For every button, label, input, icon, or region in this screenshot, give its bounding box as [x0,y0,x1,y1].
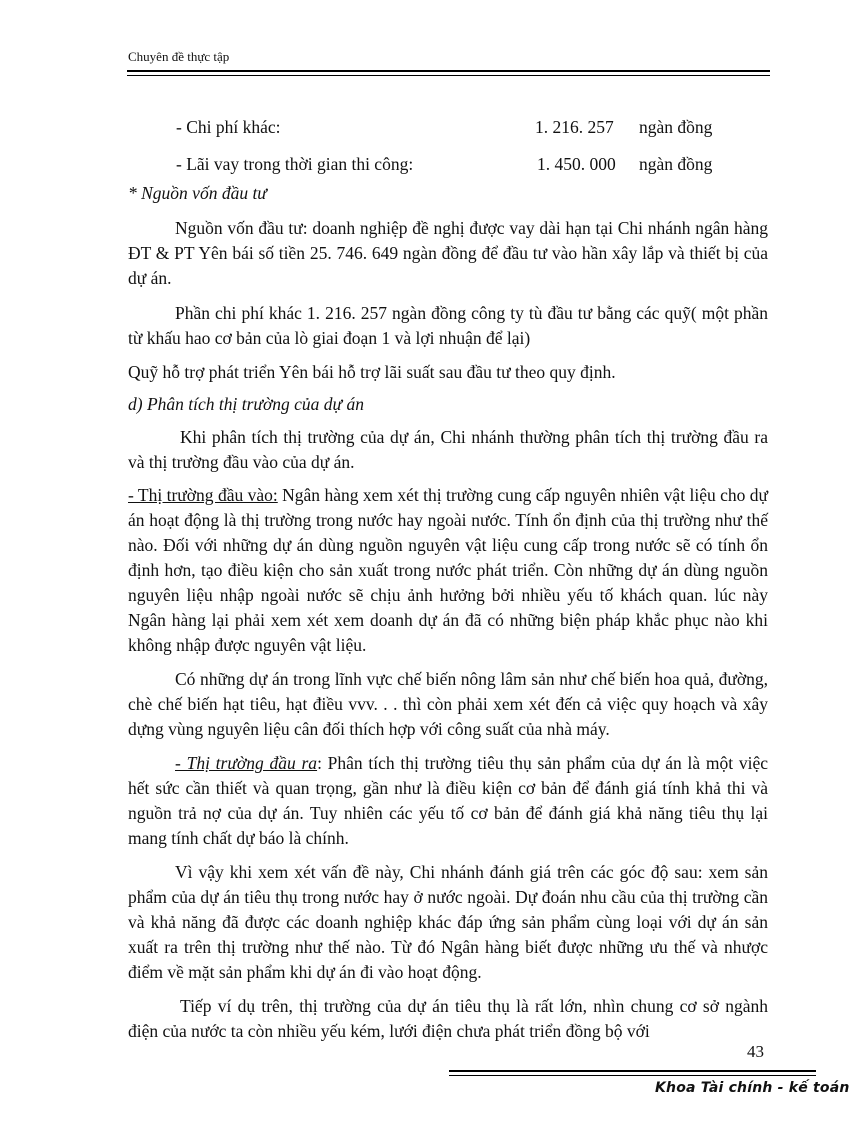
input-market-paragraph [128,483,768,658]
funding-paragraph-3: Quỹ hỗ trợ phát triển Yên bái hỗ trợ lãi suất sau đầu tư theo quy định. [128,362,616,382]
market-heading: d) Phân tích thị trường của dự án [128,394,364,414]
market-intro-paragraph: Khi phân tích thị trường của dự án, Chi nhánh thường phân tích thị trường đầu ra và thị trường đầu vào của dự án. [128,427,768,472]
funding-paragraph-1: Nguồn vốn đầu tư: doanh nghiệp đề nghị được vay dài hạn tại Chi nhánh ngân hàng ĐT & PT Yên bái số tiền 25. 746. 649 ngàn đồng để đầu tư vào hần xây lắp và thiết bị của dự án. [128,218,768,288]
funding-paragraph-2: Phần chi phí khác 1. 216. 257 ngàn đồng công ty tù đầu tư bằng các quỹ( một phần từ khấu hao cơ bản của lò giai đoạn 1 và lợi nhuận để lại) [128,303,768,348]
output-market-paragraph-2: Vì vậy khi xem xét vấn đề này, Chi nhánh đánh giá trên các góc độ sau: xem sản phẩm của dự án tiêu thụ trong nước hay ở nước ngoài. Dự đoán nhu cầu của thị trường cần và khả năng đã được các doanh nghiệp khác đáp ứng sản phẩm cùng loại với dự án sản xuất ra trên thị trường như thế nào. Từ đó Ngân hàng biết được những ưu thế và nhược điểm về mặt sản phẩm khi dự án đi vào hoạt động. [128,862,768,982]
input-market-label: - Thị trường đầu vào: [128,485,278,505]
header-rule [127,70,770,72]
funding-heading: * Nguồn vốn đầu tư [128,183,267,203]
footer-department: Khoa Tài chính - kế toán [655,1080,850,1096]
cost-unit: ngàn đồng [639,117,713,137]
output-market-text: : Phân tích thị trường tiêu thụ sản phẩm của dự án là một việc hết sức cần thiết và quan trọng, gần như là điều kiện cơ bản để đánh giá tính khả thi và nguồn trả nợ của dự án. Tuy nhiên các yếu tố cơ bản để đánh giá khả năng tiêu thụ lại mang tính chất dự báo là chính. [128,753,768,848]
cost-amount: 1. 216. 257 [535,117,614,137]
running-header: Chuyên đề thực tập [128,49,230,64]
page-number: 43 [747,1042,764,1061]
output-market-paragraph [128,751,768,851]
output-market-paragraph-3: Tiếp ví dụ trên, thị trường của dự án tiêu thụ là rất lớn, nhìn chung cơ sở ngành điện của nước ta còn nhiều yếu kém, lưới điện chưa phát triển đồng bộ với [128,996,768,1041]
cost-unit: ngàn đồng [639,154,713,174]
cost-amount: 1. 450. 000 [537,154,616,174]
input-market-paragraph-2: Có những dự án trong lĩnh vực chế biến nông lâm sản như chế biến hoa quả, đường, chè chế biến hạt tiêu, hạt điều vvv. . . thì còn phải xem xét đến cả việc quy hoạch và xây dựng vùng nguyên liệu cân đối thích hợp với công suất của nhà máy. [128,669,768,739]
page-body [128,112,768,1044]
footer-rule-thin [449,1075,816,1076]
cost-row-interest [128,149,768,186]
header-rule-thin [127,75,770,76]
cost-label: - Lãi vay trong thời gian thi công: [176,154,414,174]
cost-label: - Chi phí khác: [176,117,281,137]
input-market-text: Ngân hàng xem xét thị trường cung cấp nguyên nhiên vật liệu cho dự án hoạt động là thị trường trong nước hay ngoài nước. Tính ổn định của thị trường như thế nào. Đối với những dự án dùng nguồn nguyên vật liệu cung cấp trong nước sẽ có tính ổn định hơn, tạo điều kiện cho sản xuất trong nước phát triển. Còn những dự án dùng nguồn nguyên liệu nhập ngoài nước sẽ chịu ảnh hưởng bởi nhiều yếu tố khách quan. lúc này Ngân hàng lại phải xem xét xem doanh dự án đã có những biện pháp khắc phục nào khi không nhập được nguyên vật liệu. [128,485,769,655]
footer-rule [449,1070,816,1072]
output-market-label: - Thị trường đầu ra [175,753,318,773]
cost-row-other [128,112,768,149]
